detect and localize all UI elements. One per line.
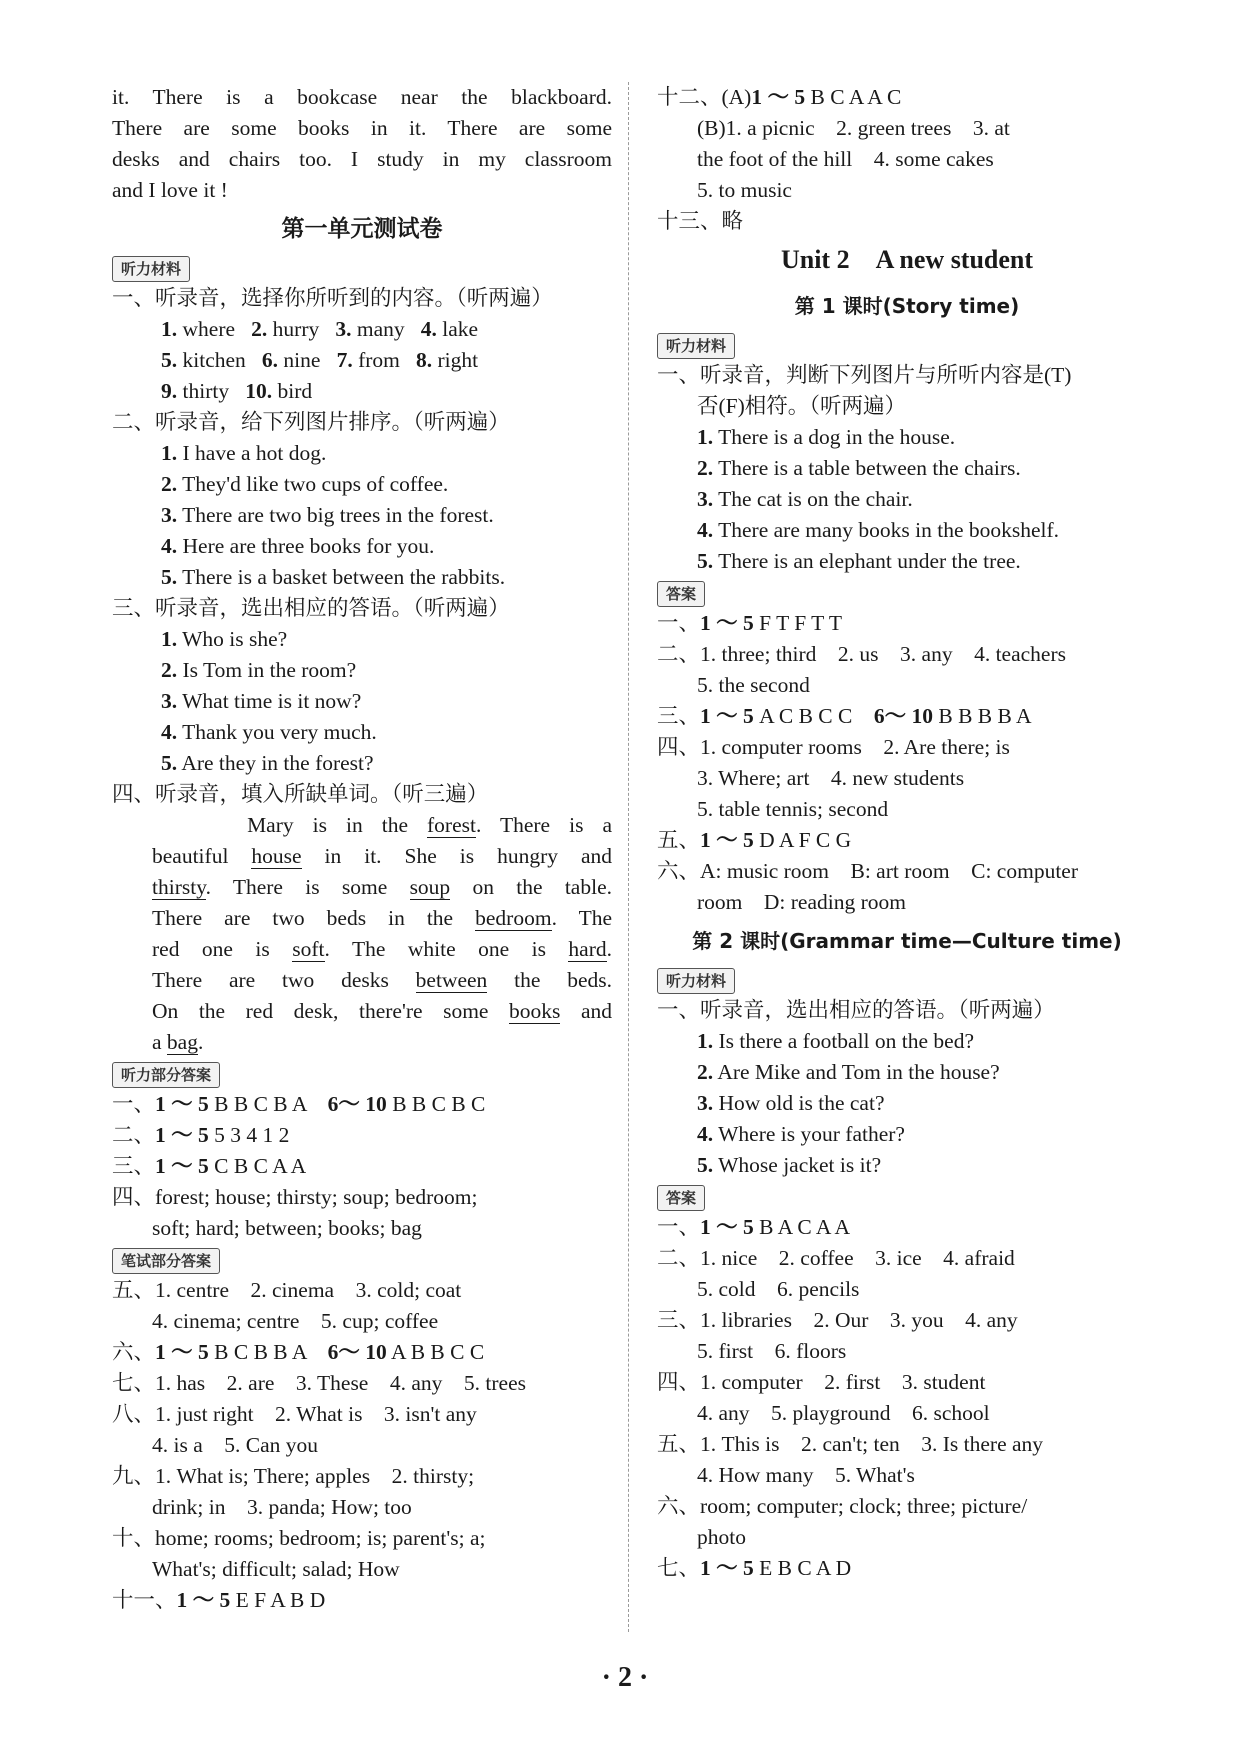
answer-line: 二、1. nice 2. coffee 3. ice 4. afraid — [657, 1246, 1015, 1270]
intro-line: There are some books in it. There are some — [112, 116, 612, 140]
q1-heading: 一、听录音，选出相应的答语。（听两遍） — [657, 998, 1055, 1022]
lesson-title: 第 1 课时(Story time) — [794, 294, 1020, 318]
q4-heading: 四、听录音，填入所缺单词。（听三遍） — [112, 782, 489, 806]
cloze-line: On the red desk, there're some books and — [152, 999, 612, 1023]
answer-line: drink; in 3. panda; How; too — [152, 1495, 412, 1519]
answer-line: 5. the second — [697, 673, 810, 697]
answer-tag: 答案 — [657, 1185, 705, 1211]
answer-line: 四、1. computer rooms 2. Are there; is — [657, 735, 1010, 759]
answer-line: 六、A: music room B: art room C: computer — [657, 859, 1078, 883]
unit-test-title: 第一单元测试卷 — [281, 216, 443, 242]
answer-line: 三、1 ～ 5 A C B C C 6～ 10 B B B B A — [657, 704, 1032, 728]
q3-item: 4. Thank you very much. — [161, 720, 377, 744]
answer-line: 八、1. just right 2. What is 3. isn't any — [112, 1402, 477, 1426]
cloze-line: a bag. — [152, 1030, 204, 1054]
listening-material-tag: 听力材料 — [657, 333, 735, 359]
answer-line: 5. cold 6. pencils — [697, 1277, 860, 1301]
answer-line: the foot of the hill 4. some cakes — [697, 147, 994, 171]
listening-material-tag: 听力材料 — [657, 968, 735, 994]
answer-line: 二、1. three; third 2. us 3. any 4. teachers — [657, 642, 1067, 666]
answer-line: 4. is a 5. Can you — [152, 1433, 319, 1457]
answer-line: 五、1. centre 2. cinema 3. cold; coat — [112, 1278, 462, 1302]
answer-line: photo — [697, 1525, 746, 1549]
answer-line: (B)1. a picnic 2. green trees 3. at — [697, 116, 1010, 140]
q1-line: 9. thirty 10. bird — [161, 379, 313, 403]
cloze-line: beautiful house in it. She is hungry and — [152, 844, 612, 868]
q1-line: 1. where 2. hurry 3. many 4. lake — [161, 317, 479, 341]
answer-line: 六、room; computer; clock; three; picture/ — [657, 1494, 1028, 1518]
q3-item: 3. What time is it now? — [161, 689, 362, 713]
intro-line: desks and chairs too. I study in my classroom — [112, 147, 612, 171]
answer-line: 5. first 6. floors — [697, 1339, 847, 1363]
answer-line: 七、1. has 2. are 3. These 4. any 5. trees — [112, 1371, 526, 1395]
left-column — [112, 82, 612, 1616]
answer-line: 5. to music — [697, 178, 792, 202]
q1-line: 5. kitchen 6. nine 7. from 8. right — [161, 348, 479, 372]
q3-item: 2. Is Tom in the room? — [161, 658, 357, 682]
answer-line: 十三、略 — [657, 209, 744, 233]
answer-line: 一、1 ～ 5 F T F T T — [657, 611, 843, 635]
listening-answer-tag: 听力部分答案 — [112, 1062, 220, 1088]
q1-heading: 否(F)相符。（听两遍） — [697, 394, 907, 418]
answer-line: 六、1 ～ 5 B C B B A 6～ 10 A B B C C — [112, 1340, 485, 1364]
q1-item: 5. Whose jacket is it? — [697, 1153, 882, 1177]
q2-item: 5. There is a basket between the rabbits. — [161, 565, 506, 589]
cloze-line: Mary is in the forest. There is a — [247, 813, 612, 837]
right-column — [657, 82, 1157, 1584]
answer-line: 4. How many 5. What's — [697, 1463, 915, 1487]
column-divider — [628, 82, 629, 1632]
answer-line: room D: reading room — [697, 890, 906, 914]
answer-tag: 答案 — [657, 581, 705, 607]
q1-item: 4. There are many books in the bookshelf. — [697, 518, 1060, 542]
q1-heading: 一、听录音，判断下列图片与所听内容是(T) — [657, 363, 1072, 387]
answer-line: 一、1 ～ 5 B B C B A 6～ 10 B B C B C — [112, 1092, 486, 1116]
cloze-line: red one is soft. The white one is hard. — [152, 937, 612, 961]
answer-line: 三、1 ～ 5 C B C A A — [112, 1154, 307, 1178]
q2-item: 1. I have a hot dog. — [161, 441, 327, 465]
answer-line: 十一、1 ～ 5 E F A B D — [112, 1588, 326, 1612]
q3-heading: 三、听录音，选出相应的答语。（听两遍） — [112, 596, 510, 620]
q3-item: 1. Who is she? — [161, 627, 288, 651]
intro-line: and I love it ! — [112, 178, 228, 202]
lesson-title: 第 2 课时(Grammar time—Culture time) — [692, 929, 1122, 953]
q1-item: 1. Is there a football on the bed? — [697, 1029, 975, 1053]
answer-line: 五、1 ～ 5 D A F C G — [657, 828, 852, 852]
answer-line: 四、forest; house; thirsty; soup; bedroom; — [112, 1185, 478, 1209]
cloze-line: There are two desks between the beds. — [152, 968, 612, 992]
listening-material-tag: 听力材料 — [112, 256, 190, 282]
q3-item: 5. Are they in the forest? — [161, 751, 374, 775]
answer-line: 5. table tennis; second — [697, 797, 889, 821]
q2-heading: 二、听录音，给下列图片排序。（听两遍） — [112, 410, 510, 434]
answer-line: 4. cinema; centre 5. cup; coffee — [152, 1309, 439, 1333]
answer-line: 4. any 5. playground 6. school — [697, 1401, 990, 1425]
answer-line: 十二、(A)1 ～ 5 B C A A C — [657, 85, 902, 109]
answer-line: 五、1. This is 2. can't; ten 3. Is there any — [657, 1432, 1044, 1456]
q1-item: 2. There is a table between the chairs. — [697, 456, 1021, 480]
q1-item: 3. How old is the cat? — [697, 1091, 885, 1115]
q1-item: 1. There is a dog in the house. — [697, 425, 956, 449]
cloze-line: There are two beds in the bedroom. The — [152, 906, 612, 930]
q1-item: 3. The cat is on the chair. — [697, 487, 913, 511]
answer-line: 3. Where; art 4. new students — [697, 766, 965, 790]
answer-line: 四、1. computer 2. first 3. student — [657, 1370, 986, 1394]
answer-line: 二、1 ～ 5 5 3 4 1 2 — [112, 1123, 290, 1147]
answer-line: 一、1 ～ 5 B A C A A — [657, 1215, 850, 1239]
q2-item: 2. They'd like two cups of coffee. — [161, 472, 449, 496]
q2-item: 3. There are two big trees in the forest. — [161, 503, 494, 527]
answer-line: What's; difficult; salad; How — [152, 1557, 400, 1581]
answer-line: 三、1. libraries 2. Our 3. you 4. any — [657, 1308, 1018, 1332]
page-number: · 2 · — [601, 1662, 649, 1693]
q2-item: 4. Here are three books for you. — [161, 534, 435, 558]
q1-item: 2. Are Mike and Tom in the house? — [697, 1060, 1000, 1084]
q1-heading: 一、听录音，选择你所听到的内容。（听两遍） — [112, 286, 553, 310]
answer-line: 十、home; rooms; bedroom; is; parent's; a; — [112, 1526, 486, 1550]
intro-line: it. There is a bookcase near the blackboard. — [112, 85, 612, 109]
answer-line: 七、1 ～ 5 E B C A D — [657, 1556, 852, 1580]
q1-item: 5. There is an elephant under the tree. — [697, 549, 1021, 573]
written-answer-tag: 笔试部分答案 — [112, 1248, 220, 1274]
answer-line: 九、1. What is; There; apples 2. thirsty; — [112, 1464, 475, 1488]
q1-item: 4. Where is your father? — [697, 1122, 905, 1146]
answer-line: soft; hard; between; books; bag — [152, 1216, 422, 1240]
cloze-line: thirsty. There is some soup on the table. — [152, 875, 612, 899]
unit-title: Unit 2 A new student — [780, 245, 1034, 274]
